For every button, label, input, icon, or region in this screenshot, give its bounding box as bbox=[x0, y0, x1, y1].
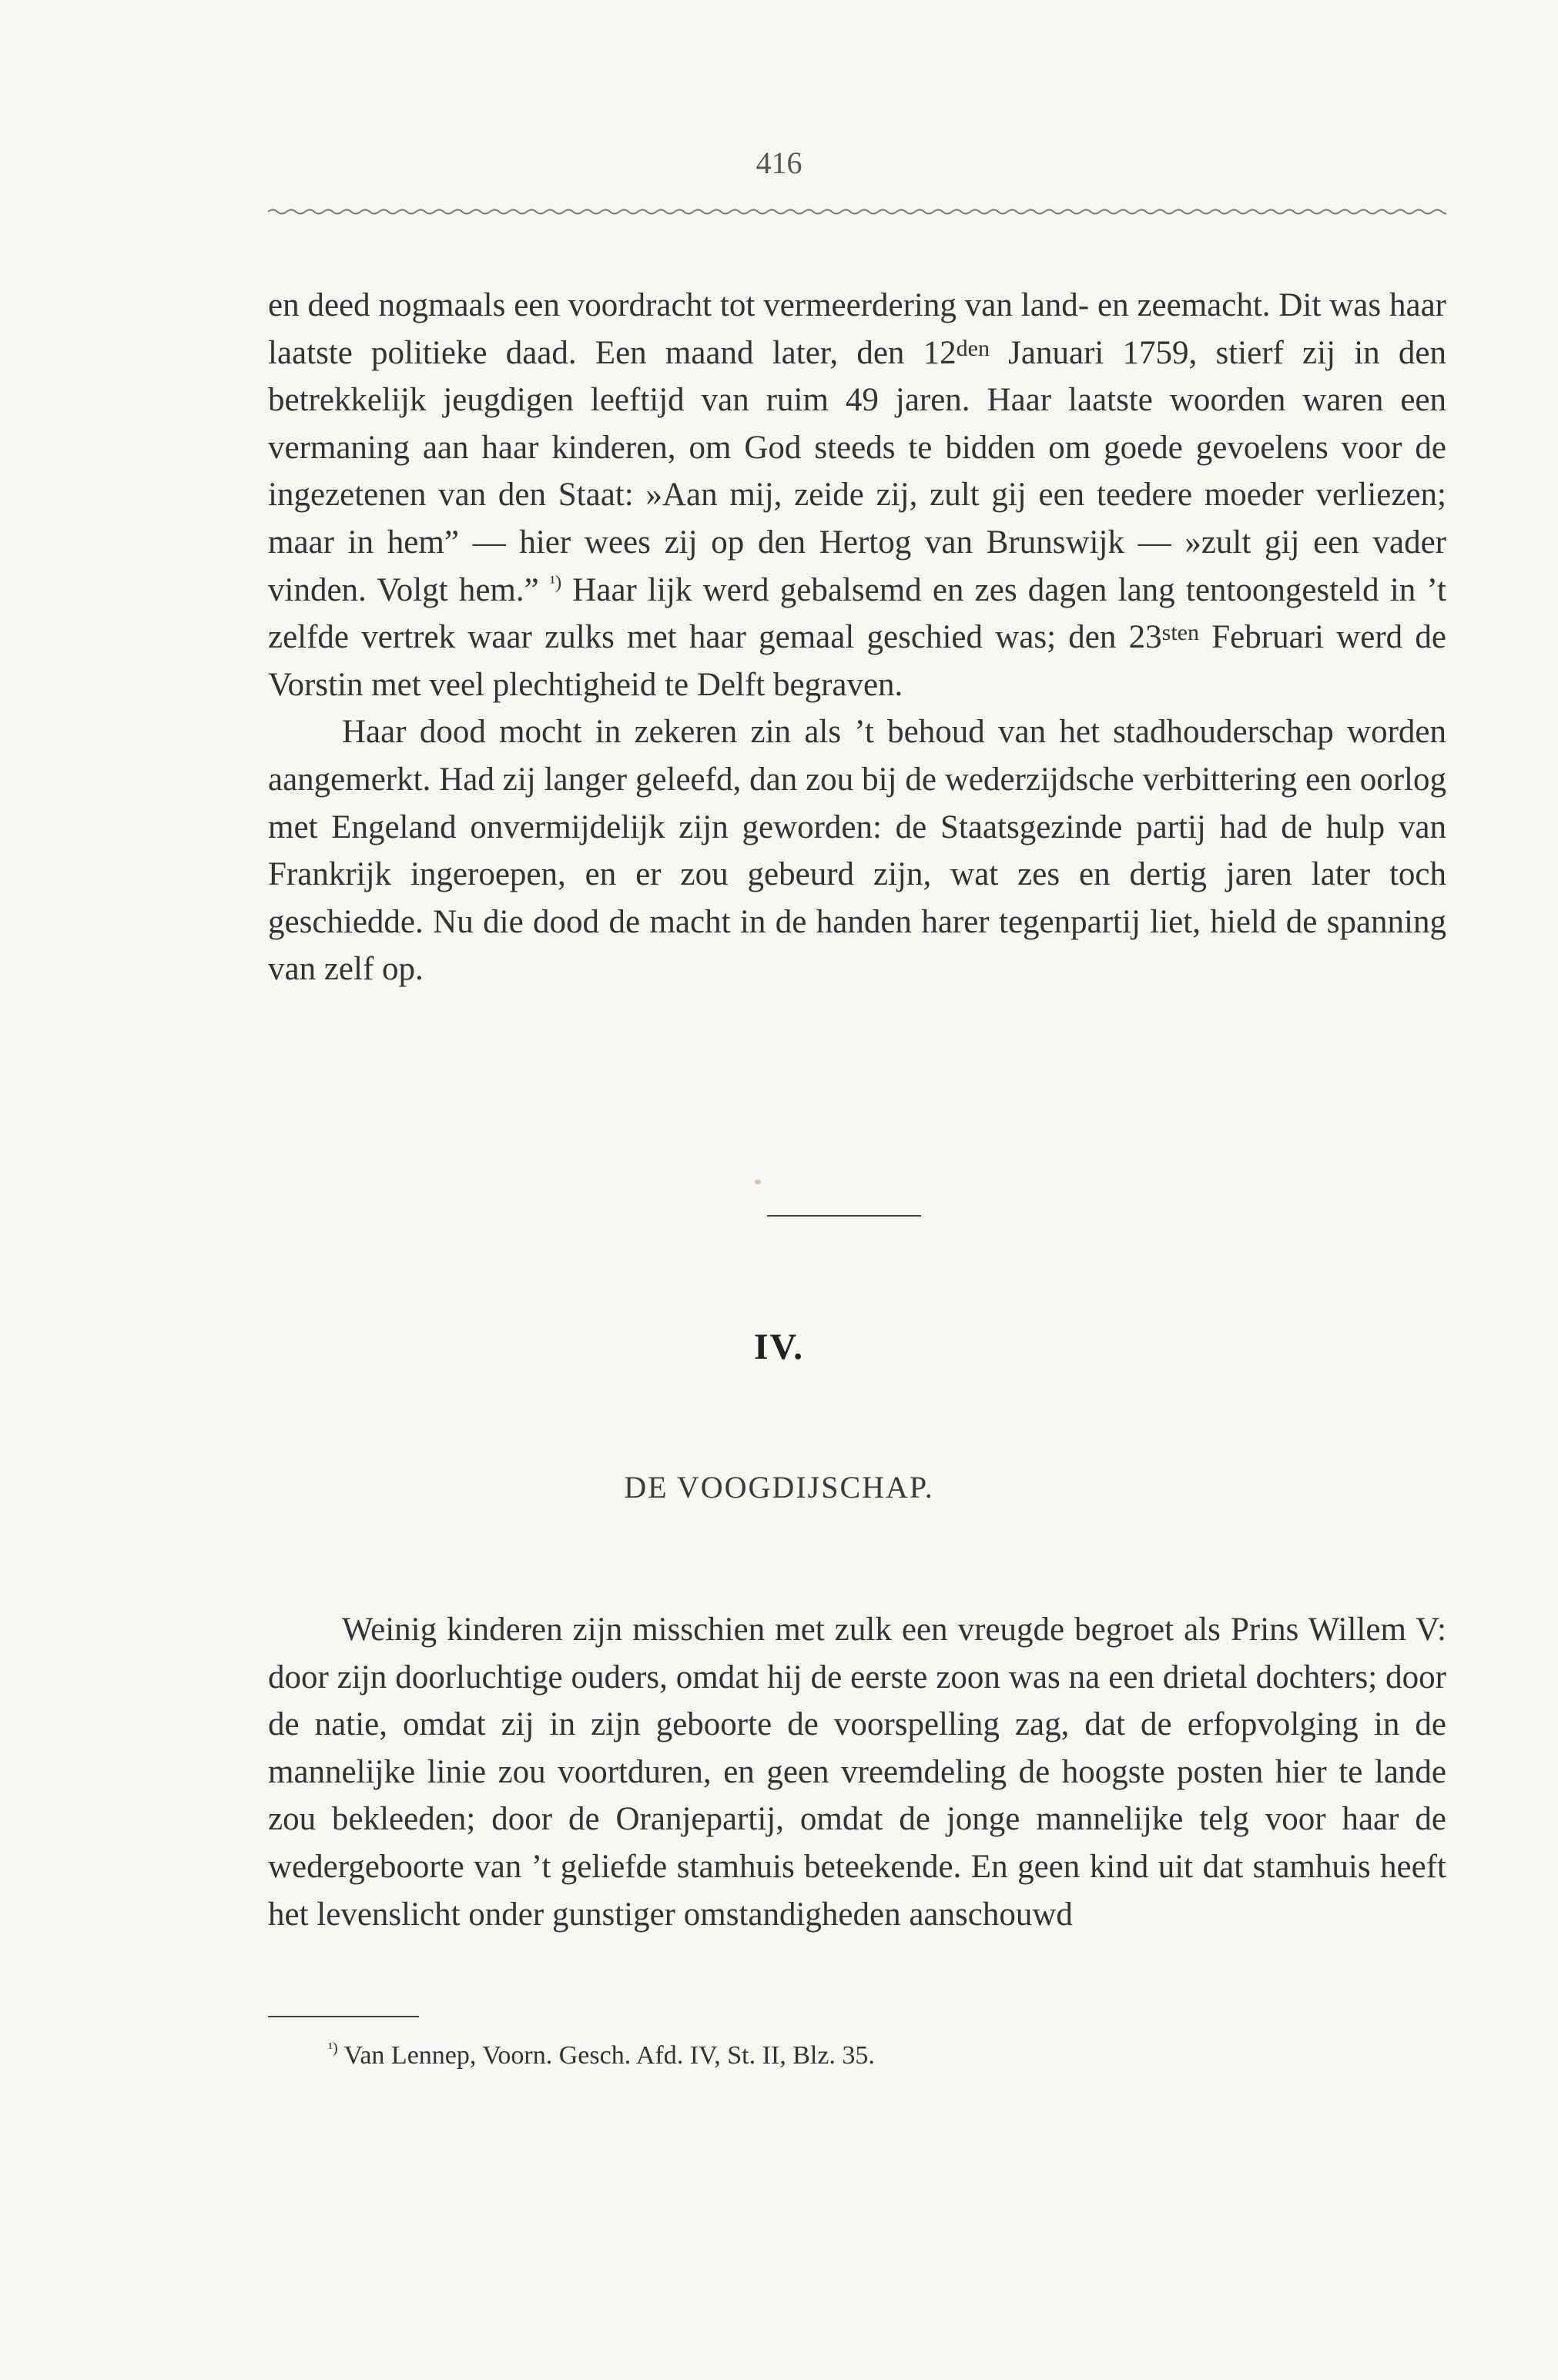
page-number: 416 bbox=[756, 146, 802, 180]
section-title: DE VOOGDIJSCHAP. bbox=[624, 1470, 934, 1505]
text-run: Januari 1759, stierf zij in den betrekkelijk jeugdigen leeftijd van ruim 49 jaren. Haar laatste woorden waren een vermaning aan haar kinderen, om God steeds te bidden om goede gevoelens voor de ingezetenen van den Staat: »Aan mij, zeide zij, zult gij een teedere moeder verliezen; maar in hem” — hier wees zij op den Hertog van Brunswijk — »zult gij een vader vinden. Volgt hem.” bbox=[268, 334, 1446, 608]
ink-speck bbox=[755, 1180, 761, 1184]
text-run: en deed nogmaals een voordracht tot vermeerdering van land- en zeemacht. Dit was haar laatste politieke daad. Een maand later, den 12 bbox=[268, 287, 1446, 371]
footnote-rule bbox=[268, 2016, 419, 2017]
paragraph-3: Weinig kinderen zijn misschien met zulk een vreugde begroet als Prins Willem V: door zijn doorluchtige ouders, omdat hij de eerste zoon was na een drietal dochters; door de natie, omdat zij in zijn geboorte de voorspelling zag, dat de erfopvolging in de mannelijke linie zou voortduren, en geen vreemdeling de hoogste posten hier te lande zou bekleeden; door de Oranjepartij, omdat de jonge mannelijke telg voor haar de wedergeboorte van ’t geliefde stamhuis beteekende. En geen kind uit dat stamhuis heeft het levenslicht onder gunstiger omstandigheden aanschouwd bbox=[268, 1612, 1446, 1933]
decorative-wavy-rule bbox=[268, 206, 1446, 217]
body-text-section bbox=[268, 1606, 1446, 1938]
text-run: Februari werd de Vorstin met veel plechtigheid te Delft begraven. bbox=[268, 619, 1446, 703]
ordinal-superscript: den bbox=[956, 335, 990, 361]
body-text-top bbox=[268, 282, 1446, 993]
footnote-text: Van Lennep, Voorn. Gesch. Afd. IV, St. II, Blz. 35. bbox=[343, 2041, 875, 2070]
footnote bbox=[328, 2039, 1445, 2073]
ordinal-superscript: sten bbox=[1161, 620, 1199, 646]
paragraph-1 bbox=[268, 282, 1446, 708]
footnote-reference: ¹) bbox=[549, 572, 562, 593]
section-divider bbox=[767, 1215, 921, 1217]
text-run: Haar lijk werd gebalsemd en zes dagen lang tentoongesteld in ’t zelfde vertrek waar zulks met haar gemaal geschied was; den 23 bbox=[268, 571, 1446, 656]
paragraph-2 bbox=[268, 708, 1446, 993]
section-number: IV. bbox=[753, 1327, 805, 1367]
text-run: Haar dood mocht in zekeren zin als ’t behoud van het stadhouderschap worden aangemerkt. Had zij langer geleefd, dan zou bij de wederzijdsche verbittering een oorlog met Engeland onvermijdelijk zijn geworden: de Staatsgezinde partij had de hulp van Frankrijk ingeroepen, en er zou gebeurd zijn, wat zes en dertig jaren later toch geschiedde. Nu die dood de macht in de handen harer tegenpartij liet, hield de spanning van zelf op. bbox=[268, 714, 1446, 988]
footnote-marker: ¹) bbox=[328, 2040, 338, 2057]
